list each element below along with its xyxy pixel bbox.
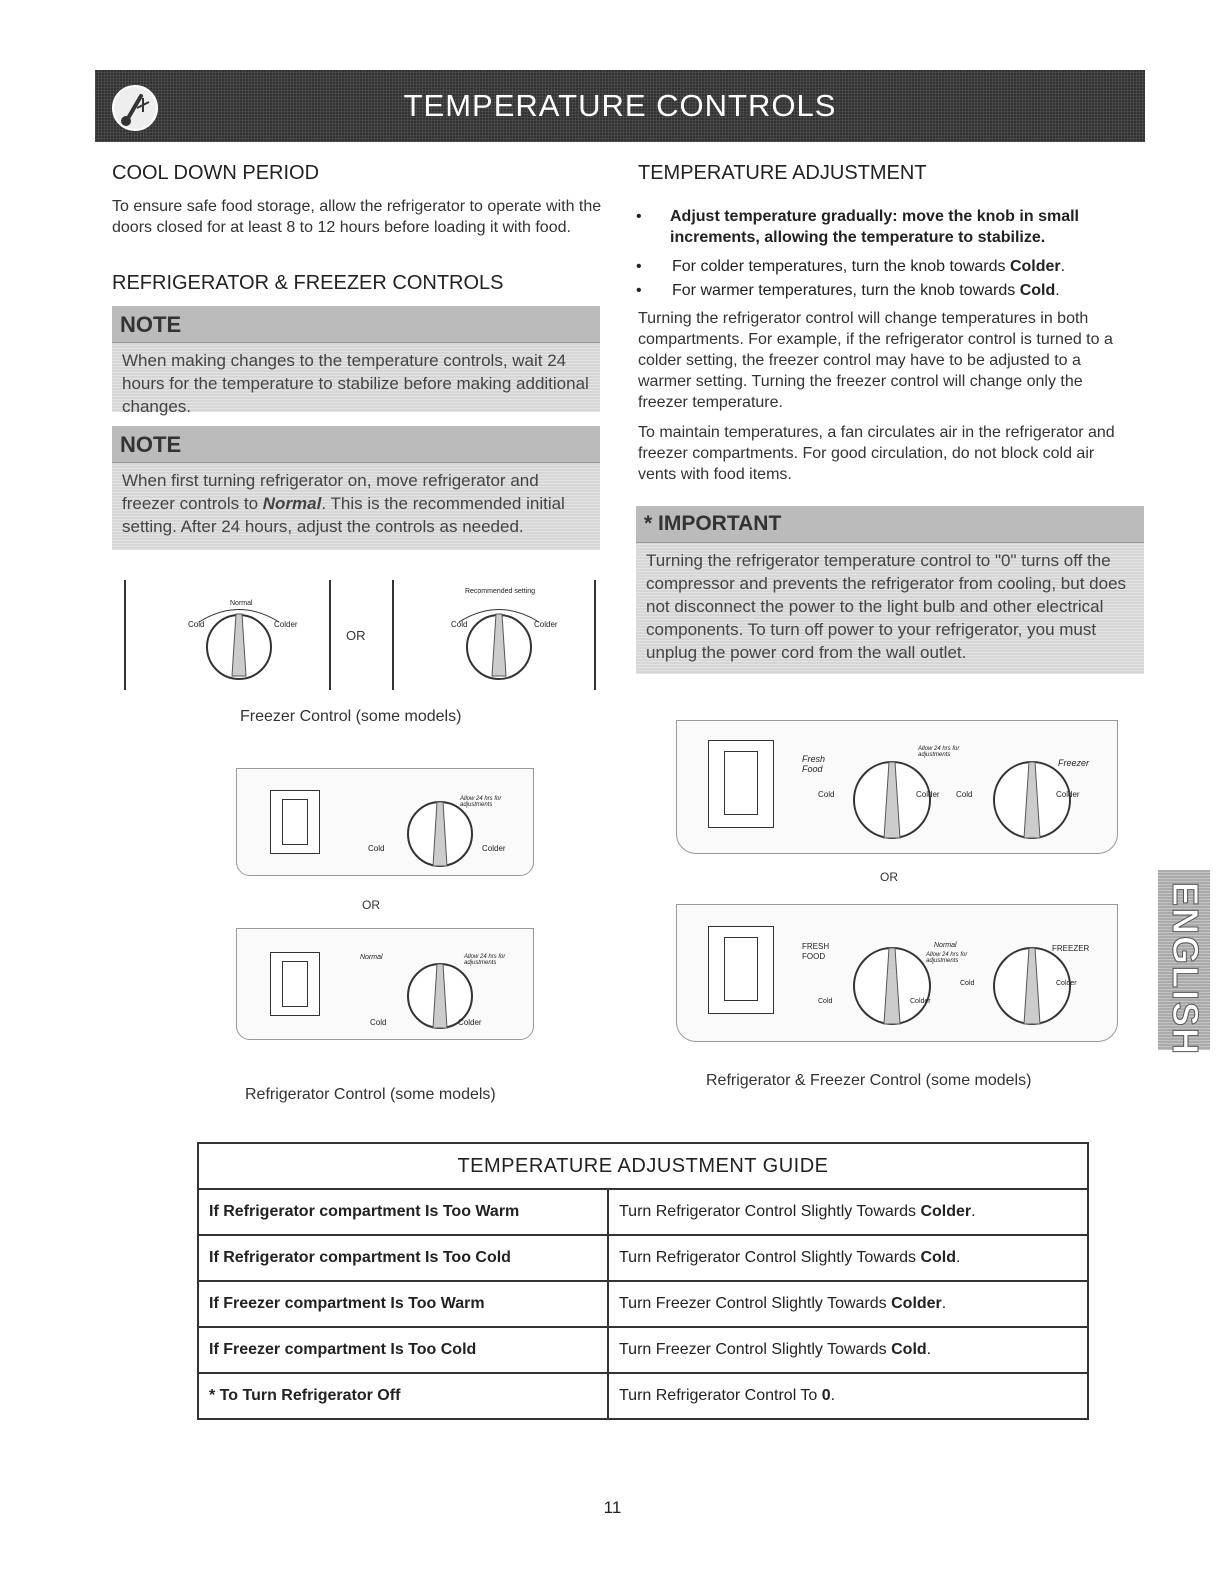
cool-down-heading: COOL DOWN PERIOD xyxy=(112,162,320,184)
note-text: When first turning refrigerator on, move refrigerator and freezer controls to Normal. This is the recommended initial setting. After 24 hours, adjust the controls as needed. xyxy=(122,471,565,536)
table-row: If Freezer compartment Is Too Warm Turn Freezer Control Slightly Towards Colder. xyxy=(198,1281,1088,1327)
or-label: OR xyxy=(362,898,380,912)
table-row: * To Turn Refrigerator Off Turn Refrigerator Control To 0. xyxy=(198,1373,1088,1419)
refrigerator-control-figure-2: Normal Cold Colder Allow 24 hrs for adjustments xyxy=(230,922,540,1046)
combo-control-caption: Refrigerator & Freezer Control (some models) xyxy=(706,1072,1032,1089)
refrigerator-control-caption: Refrigerator Control (some models) xyxy=(245,1086,496,1103)
title-banner xyxy=(95,70,1145,142)
temp-adjust-para-1: Turning the refrigerator control will change temperatures in both compartments. For example, if the refrigerator control is turned to a colder setting, the freezer control may have to be adjusted to a warmer setting. Turning the freezer control will change only the freezer temperature. xyxy=(638,310,1113,411)
important-label: * IMPORTANT xyxy=(636,506,1144,543)
freezer-control-figure: Cold Normal Colder OR Recommended setting Cold Colder xyxy=(124,580,596,690)
page-number: 11 xyxy=(603,1498,622,1517)
temp-adjust-para-2: To maintain temperatures, a fan circulates air in the refrigerator and freezer compartments. For good circulation, do not block cold air vents with food items. xyxy=(638,424,1115,483)
bullet-colder: • For colder temperatures, turn the knob towards Colder. xyxy=(636,258,1066,275)
note-label: NOTE xyxy=(112,306,600,343)
temp-adjust-heading: TEMPERATURE ADJUSTMENT xyxy=(638,162,927,184)
note-label: NOTE xyxy=(112,426,600,463)
important-text: Turning the refrigerator temperature control to "0" turns off the compressor and prevents the refrigerator from cooling, but does not disconnect the power to the light bulb and other electrical components. To turn off power to your refrigerator, you must unplug the power cord from the wall outlet. xyxy=(646,551,1127,662)
temperature-adjustment-guide xyxy=(197,1142,1089,1420)
important-box xyxy=(636,506,1144,674)
page-title: TEMPERATURE CONTROLS xyxy=(403,88,837,123)
cool-down-text: To ensure safe food storage, allow the refrigerator to operate with the doors closed for at least 8 to 12 hours before loading it with food. xyxy=(112,198,602,236)
or-label: OR xyxy=(346,628,366,643)
bullet-gradual: • Adjust temperature gradually: move the knob in small increments, allowing the temperature to stabilize. xyxy=(636,208,1079,246)
freezer-control-caption: Freezer Control (some models) xyxy=(240,708,462,725)
language-tab: ENGLISH xyxy=(1158,870,1210,1050)
combo-control-figure-1: Fresh Food Freezer Allow 24 hrs for adjustments Cold Colder Cold Colder xyxy=(672,718,1122,856)
guide-title: TEMPERATURE ADJUSTMENT GUIDE xyxy=(198,1143,1088,1189)
table-row: If Refrigerator compartment Is Too Cold Turn Refrigerator Control Slightly Towards Cold. xyxy=(198,1235,1088,1281)
refrigerator-control-figure: Cold Colder Allow 24 hrs for adjustments xyxy=(230,762,540,882)
note-text: When making changes to the temperature controls, wait 24 hours for the temperature to stabilize before making additional changes. xyxy=(122,351,589,416)
note-box-1 xyxy=(112,306,600,416)
freezer-dial-2 xyxy=(424,592,574,682)
rf-controls-heading: REFRIGERATOR & FREEZER CONTROLS xyxy=(112,272,504,294)
table-row: If Refrigerator compartment Is Too Warm Turn Refrigerator Control Slightly Towards Colder. xyxy=(198,1189,1088,1235)
note-box-2 xyxy=(112,426,600,550)
table-row: If Freezer compartment Is Too Cold Turn Freezer Control Slightly Towards Cold. xyxy=(198,1327,1088,1373)
or-label: OR xyxy=(880,870,898,884)
bullet-warmer: • For warmer temperatures, turn the knob towards Cold. xyxy=(636,282,1060,299)
combo-control-figure-2: FRESH FOOD FREEZER Normal Allow 24 hrs for adjustments Cold Colder Cold Colder xyxy=(672,902,1122,1044)
